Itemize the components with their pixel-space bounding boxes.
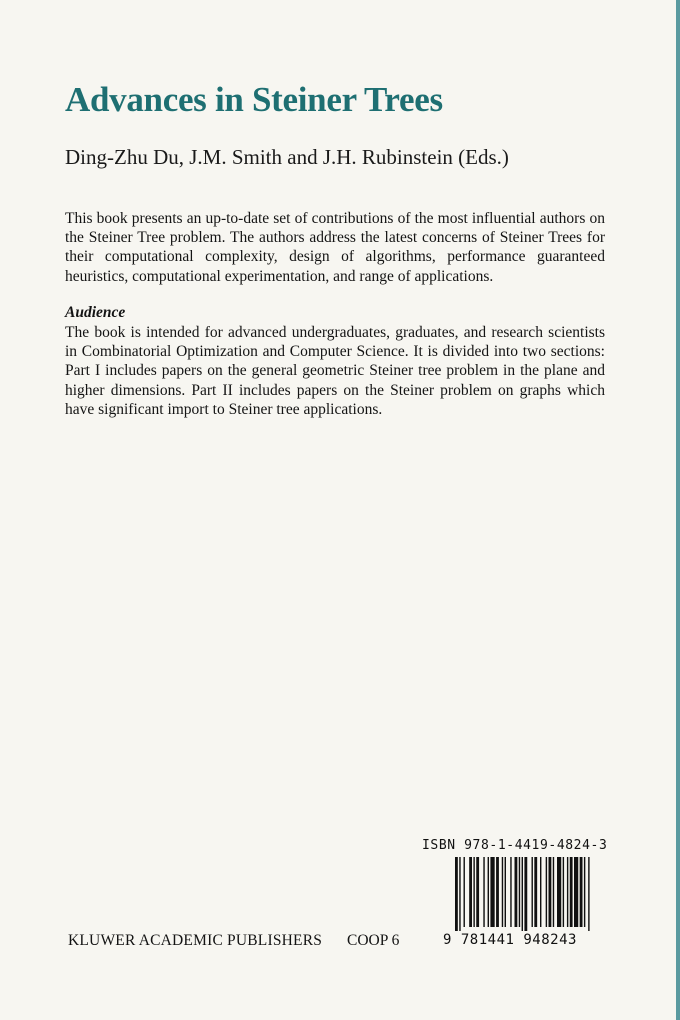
barcode-bar bbox=[534, 857, 537, 927]
barcode-bar bbox=[464, 857, 465, 927]
barcode-bar bbox=[563, 857, 564, 927]
barcode-bar bbox=[570, 857, 573, 927]
barcode-bar bbox=[496, 857, 499, 927]
barcode-bar bbox=[574, 857, 578, 927]
barcode-bar bbox=[546, 857, 547, 927]
barcode-bar bbox=[567, 857, 568, 927]
barcode-bar bbox=[510, 857, 511, 927]
barcode-bar bbox=[488, 857, 489, 927]
barcode-bar bbox=[459, 857, 460, 931]
barcode-bar bbox=[469, 857, 472, 927]
description-paragraph: This book presents an up-to-date set of contributions of the most influential authors on the Steiner Tree problem. The authors address the latest concerns of Steiner Trees for their computational complexity, design of algorithms, performance guaranteed heuristics, computational experimentation, and range of applications. bbox=[65, 210, 605, 285]
barcode-bar bbox=[473, 857, 474, 927]
spine-edge bbox=[676, 0, 680, 1020]
barcode-bar bbox=[519, 857, 520, 927]
barcode-bar bbox=[490, 857, 494, 927]
barcode-bar bbox=[515, 857, 518, 927]
barcode-bar bbox=[532, 857, 533, 927]
book-title: Advances in Steiner Trees bbox=[65, 80, 443, 119]
barcode-bar bbox=[455, 857, 458, 931]
audience-heading: Audience bbox=[65, 304, 126, 321]
editors-line: Ding-Zhu Du, J.M. Smith and J.H. Rubinstein (Eds.) bbox=[65, 145, 509, 169]
barcode-bar bbox=[549, 857, 552, 927]
barcode-graphic bbox=[455, 857, 591, 931]
barcode-bar bbox=[584, 857, 585, 927]
barcode-bar bbox=[522, 857, 523, 931]
barcode-bar bbox=[588, 857, 589, 931]
barcode-bar bbox=[540, 857, 541, 927]
barcode-bar bbox=[483, 857, 484, 927]
barcode-bar bbox=[505, 857, 506, 927]
barcode-bar bbox=[502, 857, 503, 927]
barcode-bar bbox=[524, 857, 527, 931]
barcode-bar bbox=[580, 857, 583, 927]
series-code: COOP 6 bbox=[347, 932, 400, 949]
barcode-digits: 9 781441 948243 bbox=[443, 932, 577, 948]
barcode-bar bbox=[476, 857, 479, 927]
barcode-bar bbox=[553, 857, 554, 927]
isbn-label: ISBN 978-1-4419-4824-3 bbox=[422, 838, 608, 853]
publisher-name: KLUWER ACADEMIC PUBLISHERS bbox=[68, 932, 323, 949]
audience-paragraph: The book is intended for advanced undergraduates, graduates, and research scientists in Combinatorial Optimization and Computer Science. It is divided into two sections: Part I includes papers on the general geometric Steiner tree problem in the plane and higher dimensions. Part II includes papers on the Steiner problem on graphs which have significant import to Steiner tree applications. bbox=[65, 324, 605, 418]
barcode-bar bbox=[557, 857, 561, 927]
